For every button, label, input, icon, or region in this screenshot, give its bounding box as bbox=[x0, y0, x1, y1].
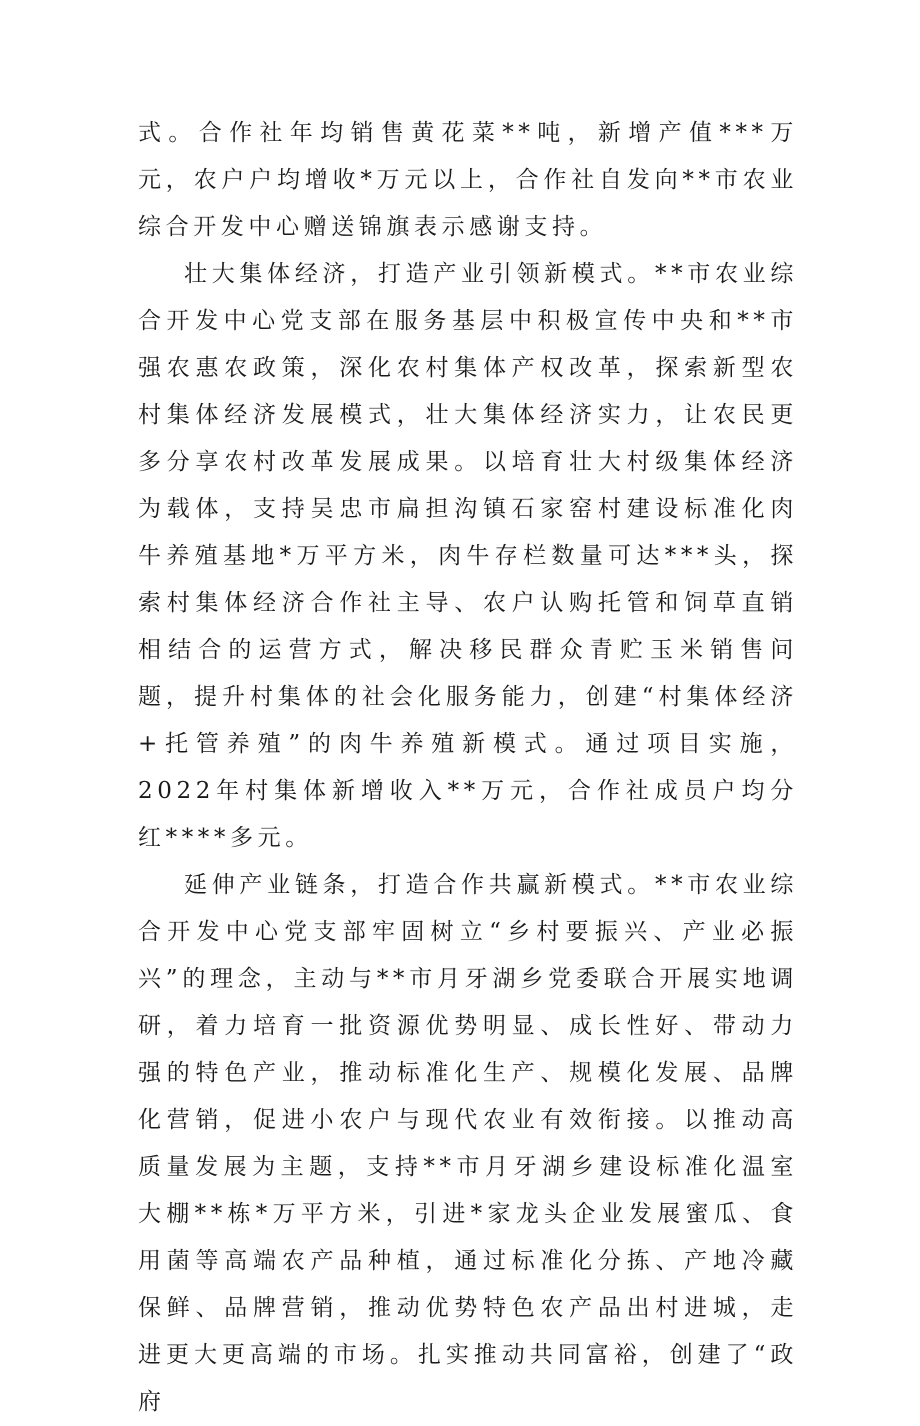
paragraph-industry-chain: 延伸产业链条，打造合作共赢新模式。**市农业综合开发中心党支部牢固树立“乡村要振兴、产业必振兴”的理念，主动与**市月牙湖乡党委联合开展实地调研，着力培育一批资源优势明显、成长性好、带动力强的特色产业，推动标准化生产、规模化发展、品牌化营销，促进小农户与现代农业有效衔接。以推动高质量发展为主题，支持**市月牙湖乡建设标准化温室大棚**栋*万平方米，引进*家龙头企业发展蜜瓜、食用菌等高端农产品种植，通过标准化分拣、产地冷藏保鲜、品牌营销，推动优势特色农产品出村进城，走进更大更高端的市场。扎实推动共同富裕，创建了“政府 bbox=[138, 872, 798, 1415]
document-body bbox=[138, 110, 798, 1426]
paragraph-collective-economy: 壮大集体经济，打造产业引领新模式。**市农业综合开发中心党支部在服务基层中积极宣传中央和**市强农惠农政策，深化农村集体产权改革，探索新型农村集体经济发展模式，壮大集体经济实力，让农民更多分享农村改革发展成果。以培育壮大村级集体经济为载体，支持吴忠市扁担沟镇石家窑村建设标准化肉牛养殖基地*万平方米，肉牛存栏数量可达***头，探索村集体经济合作社主导、农户认购托管和饲草直销相结合的运营方式，解决移民群众青贮玉米销售问题，提升村集体的社会化服务能力，创建“村集体经济+托管养殖”的肉牛养殖新模式。通过项目实施，2022年村集体新增收入**万元，合作社成员户均分红****多元。 bbox=[138, 261, 798, 851]
paragraph-continuation: 式。合作社年均销售黄花菜**吨，新增产值***万元，农户户均增收*万元以上，合作社自发向**市农业综合开发中心赠送锦旗表示感谢支持。 bbox=[138, 120, 798, 240]
